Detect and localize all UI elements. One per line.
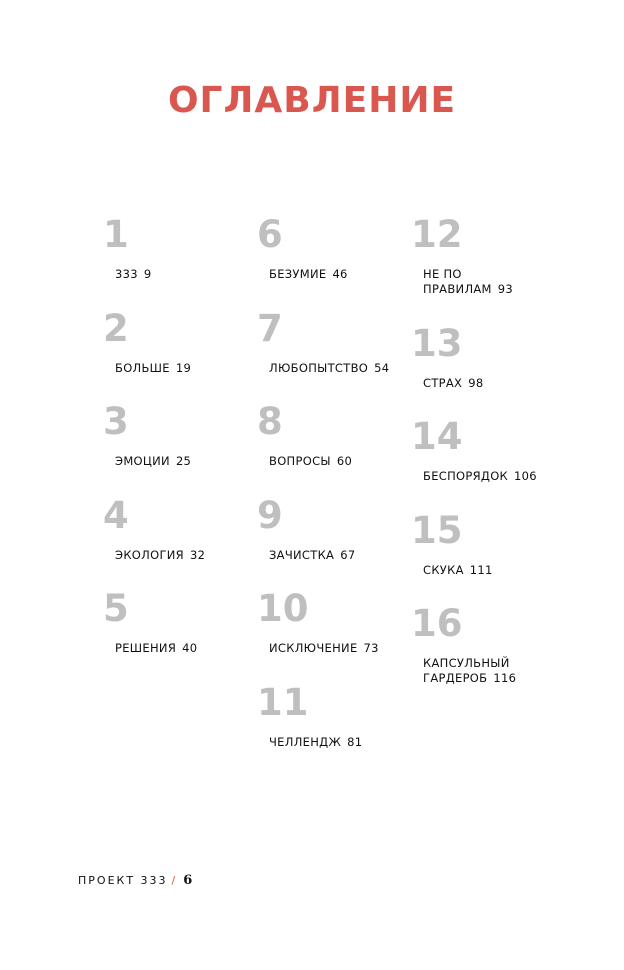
chapter-page: 67 [340, 548, 356, 562]
chapter-page: 46 [332, 267, 348, 281]
chapter-page: 40 [182, 641, 198, 655]
chapter-number: 11 [257, 681, 309, 724]
chapter-title: РЕШЕНИЯ [115, 641, 177, 655]
footer-page-number: 6 [183, 873, 193, 888]
chapter-title: СТРАХ [423, 376, 463, 390]
footer-project-number: 333 [140, 874, 168, 887]
chapter-number: 15 [411, 509, 463, 552]
chapter-label [423, 563, 561, 578]
toc-entry-12[interactable] [411, 215, 561, 297]
chapter-label [269, 361, 407, 376]
chapter-label [269, 641, 407, 656]
chapter-page: 19 [175, 361, 192, 375]
chapter-title: ИСКЛЮЧЕНИЕ [269, 641, 358, 655]
toc-entry-6[interactable] [257, 215, 407, 282]
toc-entry-1[interactable] [103, 215, 253, 282]
toc-entry-14[interactable] [411, 417, 561, 484]
chapter-number: 2 [103, 307, 129, 350]
chapter-title: ЗАЧИСТКА [269, 548, 335, 562]
chapter-page: 25 [175, 454, 192, 468]
chapter-page: 81 [347, 735, 363, 749]
chapter-title: БЕСПОРЯДОК [423, 469, 509, 483]
toc-entry-7[interactable] [257, 309, 407, 376]
chapter-page: 73 [363, 641, 379, 655]
chapter-title: 333 [115, 267, 138, 281]
chapter-page: 111 [469, 563, 493, 577]
chapter-title-line1: КАПСУЛЬНЫЙ [423, 656, 510, 670]
chapter-label [423, 376, 561, 391]
toc-entry-11[interactable] [257, 683, 407, 750]
chapter-label [115, 454, 253, 469]
toc-entry-3[interactable] [103, 402, 253, 469]
chapter-label [269, 454, 407, 469]
chapter-page: 98 [468, 376, 484, 390]
chapter-page: 60 [336, 454, 353, 468]
chapter-number: 5 [103, 587, 129, 630]
chapter-number: 8 [257, 400, 283, 443]
chapter-title: ВОПРОСЫ [269, 454, 331, 468]
chapter-title-line1: НЕ ПО [423, 267, 462, 281]
chapter-page: 54 [374, 361, 390, 375]
chapter-number: 12 [411, 213, 463, 256]
chapter-number: 4 [103, 494, 129, 537]
chapter-label [115, 361, 253, 376]
chapter-title: ЭКОЛОГИЯ [115, 548, 184, 562]
toc-entry-8[interactable] [257, 402, 407, 469]
chapter-title: ЭМОЦИИ [115, 454, 170, 468]
chapter-number: 10 [257, 587, 309, 630]
chapter-label [115, 548, 253, 563]
chapter-label [423, 469, 561, 484]
chapter-title: БОЛЬШЕ [115, 361, 170, 375]
chapter-page: 93 [497, 282, 514, 296]
chapter-title: ЛЮБОПЫТСТВО [269, 361, 369, 375]
toc-entry-5[interactable] [103, 589, 253, 656]
chapter-number: 3 [103, 400, 129, 443]
chapter-number: 6 [257, 213, 283, 256]
toc-entry-10[interactable] [257, 589, 407, 656]
chapter-number: 16 [411, 602, 463, 645]
page-title: ОГЛАВЛЕНИЕ [167, 80, 457, 121]
chapter-title: СКУКА [423, 563, 464, 577]
chapter-page: 32 [189, 548, 206, 562]
toc-entry-15[interactable] [411, 511, 561, 578]
toc-entry-13[interactable] [411, 324, 561, 391]
chapter-page: 116 [493, 671, 517, 685]
chapter-label [423, 656, 561, 686]
chapter-page: 9 [143, 267, 152, 281]
toc-entry-16[interactable] [411, 604, 561, 686]
chapter-number: 9 [257, 494, 283, 537]
toc-entry-9[interactable] [257, 496, 407, 563]
page-footer [78, 873, 192, 888]
chapter-label [115, 641, 253, 656]
chapter-number: 13 [411, 322, 463, 365]
chapter-number: 7 [257, 307, 283, 350]
chapter-page: 106 [514, 469, 537, 483]
footer-label: ПРОЕКТ [78, 874, 136, 887]
chapter-number: 14 [411, 415, 463, 458]
chapter-title-line2: ПРАВИЛАМ [423, 282, 492, 296]
chapter-title: ЧЕЛЛЕНДЖ [269, 735, 342, 749]
chapter-label [423, 267, 561, 297]
chapter-label [269, 735, 407, 750]
chapter-label [269, 548, 407, 563]
chapter-title-line2: ГАРДЕРОБ [423, 671, 488, 685]
footer-separator: / [171, 874, 178, 887]
chapter-label [115, 267, 253, 282]
toc-entry-2[interactable] [103, 309, 253, 376]
chapter-label [269, 267, 407, 282]
chapter-title: БЕЗУМИЕ [269, 267, 327, 281]
chapter-number: 1 [103, 213, 129, 256]
toc-entry-4[interactable] [103, 496, 253, 563]
